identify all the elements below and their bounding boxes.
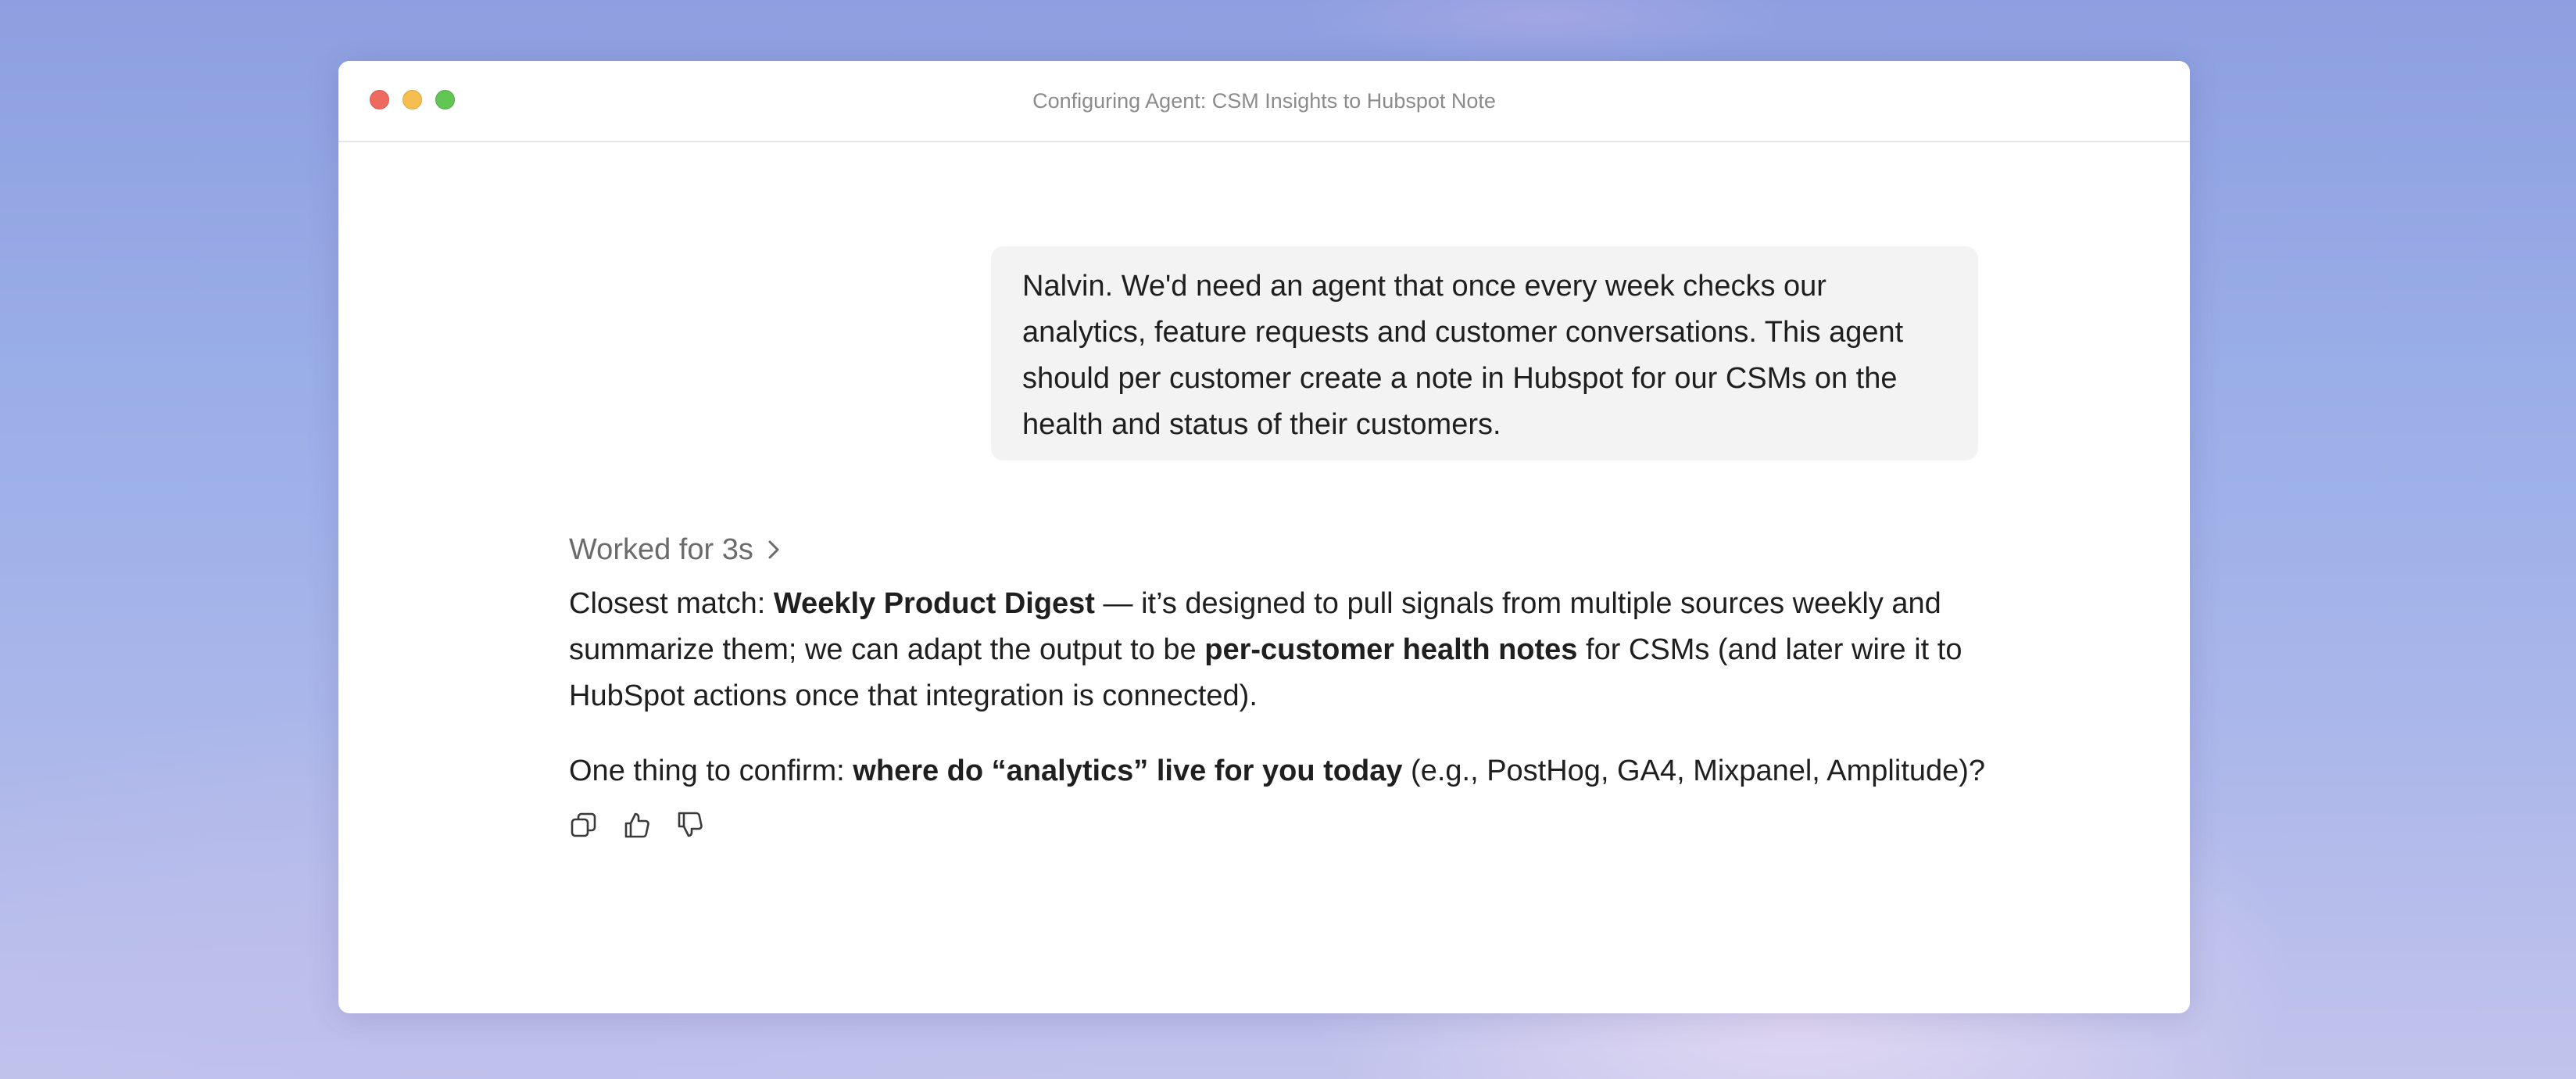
- reply-text: (e.g., PostHog, GA4, Mixpanel, Amplitude)?: [1402, 755, 1986, 787]
- reply-bold-text: Weekly Product Digest: [773, 587, 1095, 620]
- copy-button[interactable]: [569, 812, 599, 841]
- message-actions: [569, 812, 1999, 841]
- reply-text: — it’s designed to pull signals from multiple sources weekly and summarize them; we can adapt the output to be: [569, 587, 1941, 666]
- thumbs-up-button[interactable]: [622, 812, 652, 841]
- thumbs-down-icon: [676, 811, 704, 843]
- reply-bold-text: per-customer health notes: [1204, 633, 1578, 666]
- reply-text: One thing to confirm:: [569, 755, 853, 787]
- app-window: [338, 61, 2190, 1013]
- user-message: Nalvin. We'd need an agent that once every week checks our analytics, feature requests and customer conversations. This agent should per customer create a note in Hubspot for our CSMs on the health and status of their customers.: [991, 246, 1978, 461]
- background-glow: [1290, 0, 1798, 63]
- title-bar: [338, 61, 2190, 142]
- assistant-message: [569, 526, 1999, 841]
- window-title: Configuring Agent: CSM Insights to Hubspot Note: [1032, 89, 1496, 113]
- thumbs-up-icon: [623, 811, 651, 843]
- reply-text: Closest match:: [569, 587, 774, 620]
- reply-bold-text: where do “analytics” live for you today: [853, 755, 1403, 787]
- copy-icon: [570, 811, 598, 843]
- thumbs-down-button[interactable]: [675, 812, 705, 841]
- reply-paragraph-1: [569, 581, 1999, 719]
- reply-paragraph-2: [569, 748, 1999, 794]
- worked-for-toggle[interactable]: [569, 526, 1999, 573]
- reply-text: for CSMs (and later wire it to HubSpot actions once that integration is connected).: [569, 633, 1962, 712]
- chevron-right-icon: [767, 540, 780, 560]
- worked-for-label: Worked for 3s: [569, 532, 753, 566]
